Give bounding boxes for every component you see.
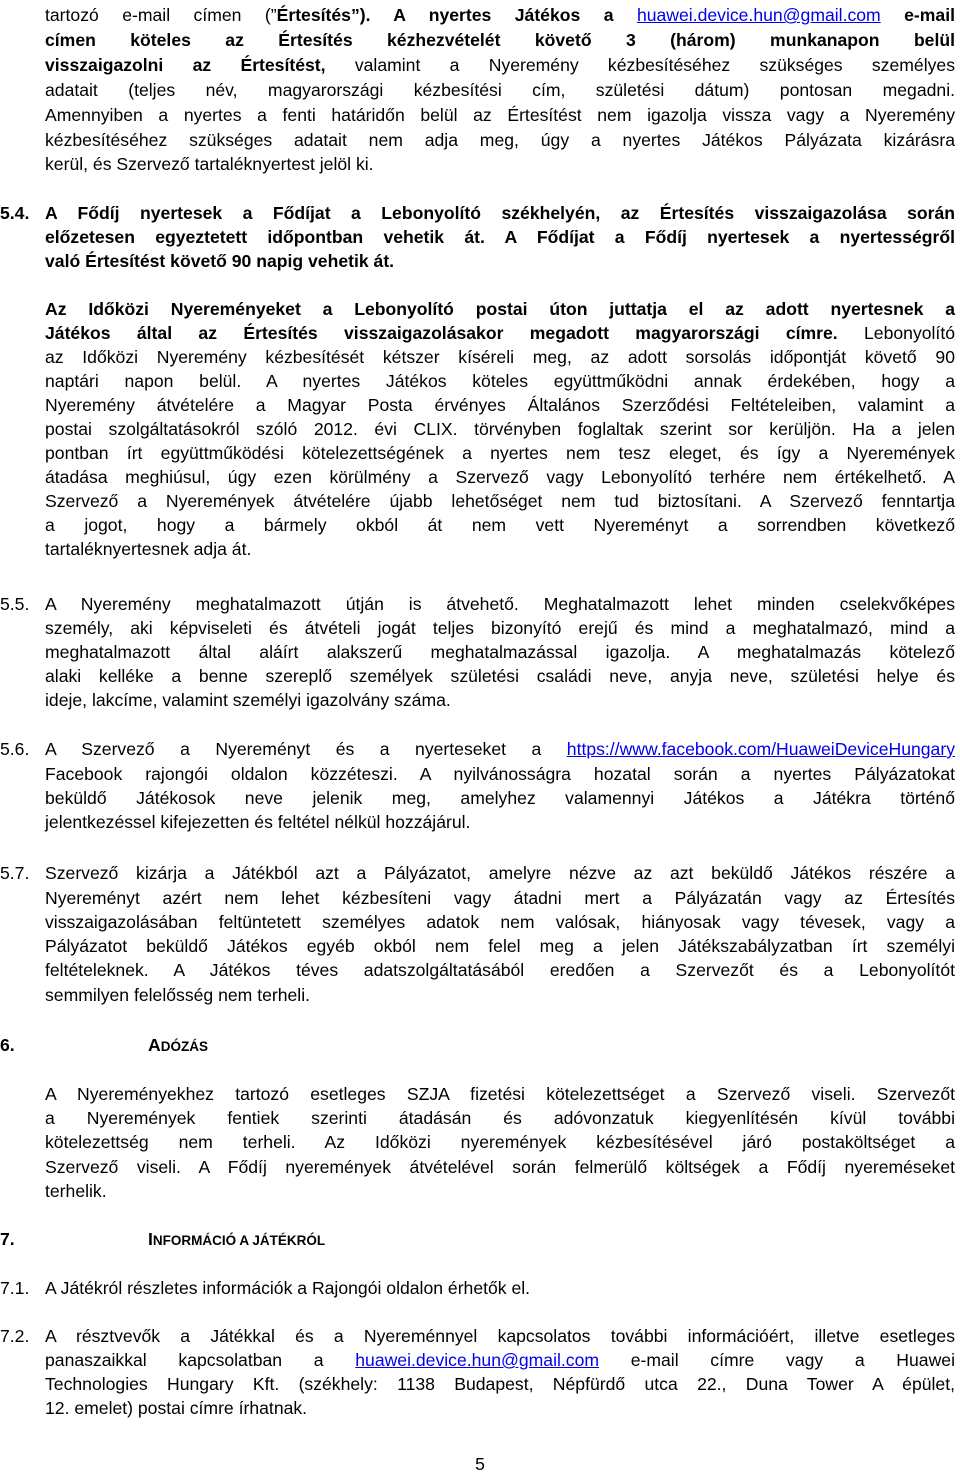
paragraph-line: visszaigazolni az Értesítést, valamint a Nyeremény kézbesítéséhez szükséges személyes [45, 55, 955, 75]
paragraph-line: Az Időközi Nyereményeket a Lebonyolító postai úton juttatja el az adott nyertesnek a [45, 299, 955, 319]
section-number: 7.2. [0, 1326, 30, 1346]
paragraph-line: postai szolgáltatásokról szóló 2012. évi CLIX. törvényben foglaltak szerint sor kerüljön. Ha a jelen [45, 419, 955, 439]
paragraph-line: A Nyereményekhez tartozó esetleges SZJA fizetési kötelezettséget a Szervező viseli. Szervezőt [45, 1084, 955, 1104]
paragraph-line: Amennyiben a nyertes a fenti határidőn belül az Értesítést nem igazolja vissza vagy a Nyeremény [45, 105, 955, 125]
paragraph-line: A Nyeremény meghatalmazott útján is átvehető. Meghatalmazott lehet minden cselekvőképes [45, 594, 955, 614]
paragraph-line: meghatalmazott által aláírt alakszerű meghatalmazással igazolja. A meghatalmazás kötelező [45, 642, 955, 662]
page-number: 5 [475, 1454, 485, 1474]
section-number: 5.4. [0, 203, 30, 223]
paragraph-line: Pályázatot beküldő Játékos egyéb okból nem felel meg a jelen Játékszabályzatban írt személyi [45, 936, 955, 956]
paragraph-line: panaszaikkal kapcsolatban a huawei.device.hun@gmail.com e-mail címre vagy a Huawei [45, 1350, 955, 1370]
section-heading: ADÓZÁS [148, 1035, 208, 1055]
paragraph-line: kötelezettség nem terheli. Az Időközi nyeremények kézbesítésével járó postaköltséget a [45, 1132, 955, 1152]
paragraph-line: címen köteles az Értesítés kézhezvételét követő 3 (három) munkanapon belül [45, 30, 955, 50]
paragraph-line: pontban írt együttműködési kötelezettségének a nyertes nem tesz eleget, és így a Nyeremények [45, 443, 955, 463]
section-number: 7. [0, 1229, 15, 1249]
email-link[interactable]: huawei.device.hun@gmail.com [355, 1350, 600, 1370]
section-number: 5.7. [0, 863, 30, 883]
paragraph-line: a jogot, hogy a bármely okból át nem vett Nyereményt a sorrendben következő [45, 515, 955, 535]
paragraph-line: átadása meghiúsul, úgy ezen körülmény a Szervező vagy Lebonyolító terhére nem értékelhető. A [45, 467, 955, 487]
paragraph-line: A Fődíj nyertesek a Fődíjat a Lebonyolító székhelyén, az Értesítés visszaigazolása során [45, 203, 955, 223]
paragraph-line: a Nyeremények fentiek szerinti átadásán és adóvonzatuk kiegyenlítésén kívül további [45, 1108, 955, 1128]
section-number: 7.1. [0, 1278, 30, 1298]
paragraph-line: adatait (teljes név, magyarországi kézbesítési cím, születési dátum) pontosan megadni. [45, 80, 955, 100]
section-number: 5.5. [0, 594, 30, 614]
paragraph-line: visszaigazolásában feltüntetett személyes adatok nem valósak, hiányosak vagy tévesek, vagy a [45, 912, 955, 932]
paragraph-line: Szervező a Nyeremények átvételére újabb lehetőséget nem tud biztosítani. A Szervező fenntartja [45, 491, 955, 511]
paragraph-line: való Értesítést követő 90 napig vehetik át. [45, 251, 395, 271]
paragraph-line: Szervező kizárja a Játékból azt a Pályázatot, amelyre nézve az azt beküldő Játékos részére a [45, 863, 955, 883]
section-heading: INFORMÁCIÓ A JÁTÉKRÓL [148, 1229, 326, 1249]
section-number: 6. [0, 1035, 15, 1055]
paragraph-line: feltételeknek. A Játékos téves adatszolgáltatásából eredően a Szervezőt és a Lebonyolítót [45, 960, 955, 980]
email-link[interactable]: huawei.device.hun@gmail.com [636, 5, 881, 25]
paragraph-line: előzetesen egyeztetett időpontban vehetik át. A Fődíjat a Fődíj nyertesek a nyertességről [45, 227, 956, 247]
paragraph-line: Technologies Hungary Kft. (székhely: 1138 Budapest, Népfürdő utca 22., Duna Tower A épület, [45, 1374, 955, 1394]
paragraph-line: alaki kelléke a benne szereplő személyek születési családi neve, anyja neve, születési helye és [45, 666, 955, 686]
paragraph-line: naptári napon belül. A nyertes Játékos köteles együttműködni annak érdekében, hogy a [45, 371, 955, 391]
paragraph-line: jelentkezéssel kifejezetten és feltétel nélkül hozzájárul. [45, 812, 471, 832]
paragraph-line: tartozó e-mail címen (”Értesítés”). A nyertes Játékos a huawei.device.hun@gmail.com e-mail [45, 5, 955, 25]
paragraph-line: az Időközi Nyeremény kézbesítését kétszer kíséreli meg, az adott sorsolás időpontját követő 90 [45, 347, 955, 367]
paragraph-line: Szervező viseli. A Fődíj nyeremények átvételével során felmerülő költségek a Fődíj nyereméseket [45, 1157, 955, 1177]
paragraph-line: semmilyen felelősség nem terheli. [45, 985, 310, 1005]
paragraph-line: személy, aki képviseleti és átvételi jogát teljes bizonyító erejű és mind a meghatalmazó, mind a [45, 618, 955, 638]
paragraph-line: Facebook rajongói oldalon közzéteszi. A nyilvánosságra hozatal során a nyertes Pályázatokat [45, 764, 955, 784]
paragraph-line: 12. emelet) postai címre írhatnak. [45, 1398, 308, 1418]
paragraph-line: terhelik. [45, 1181, 107, 1201]
paragraph-line: A Szervező a Nyereményt és a nyerteseket a https://www.facebook.com/HuaweiDeviceHungary [45, 739, 955, 759]
section-number: 5.6. [0, 739, 30, 759]
paragraph-line: Nyereményt azért nem lehet kézbesíteni vagy átadni mert a Pályázatán vagy az Értesítés [45, 888, 955, 908]
paragraph-line: ideje, lakcíme, valamint személyi igazolvány száma. [45, 690, 451, 710]
paragraph-line: beküldő Játékosok neve jelenik meg, amelyhez valamennyi Játékos a Játékra történő [45, 788, 955, 808]
paragraph-line: Nyeremény átvételére a Magyar Posta érvényes Általános Szerződési Feltételeiben, valamint a [45, 395, 955, 415]
paragraph-line: Játékos által az Értesítés visszaigazolásakor megadott magyarországi címre. Lebonyolító [45, 323, 955, 343]
paragraph-line: kerül, és Szervező tartaléknyertest jelöl ki. [45, 154, 374, 174]
paragraph-line: tartaléknyertesnek adja át. [45, 539, 252, 559]
facebook-link[interactable]: https://www.facebook.com/HuaweiDeviceHungary [566, 739, 955, 759]
paragraph-line: A résztvevők a Játékkal és a Nyereménnyel kapcsolatos további információért, illetve esetleges [45, 1326, 955, 1346]
paragraph-line: kézbesítéséhez szükséges adatait nem adja meg, úgy a nyertes Játékos Pályázata kizárásra [45, 130, 955, 150]
paragraph-line: A Játékról részletes információk a Rajongói oldalon érhetők el. [45, 1278, 531, 1298]
